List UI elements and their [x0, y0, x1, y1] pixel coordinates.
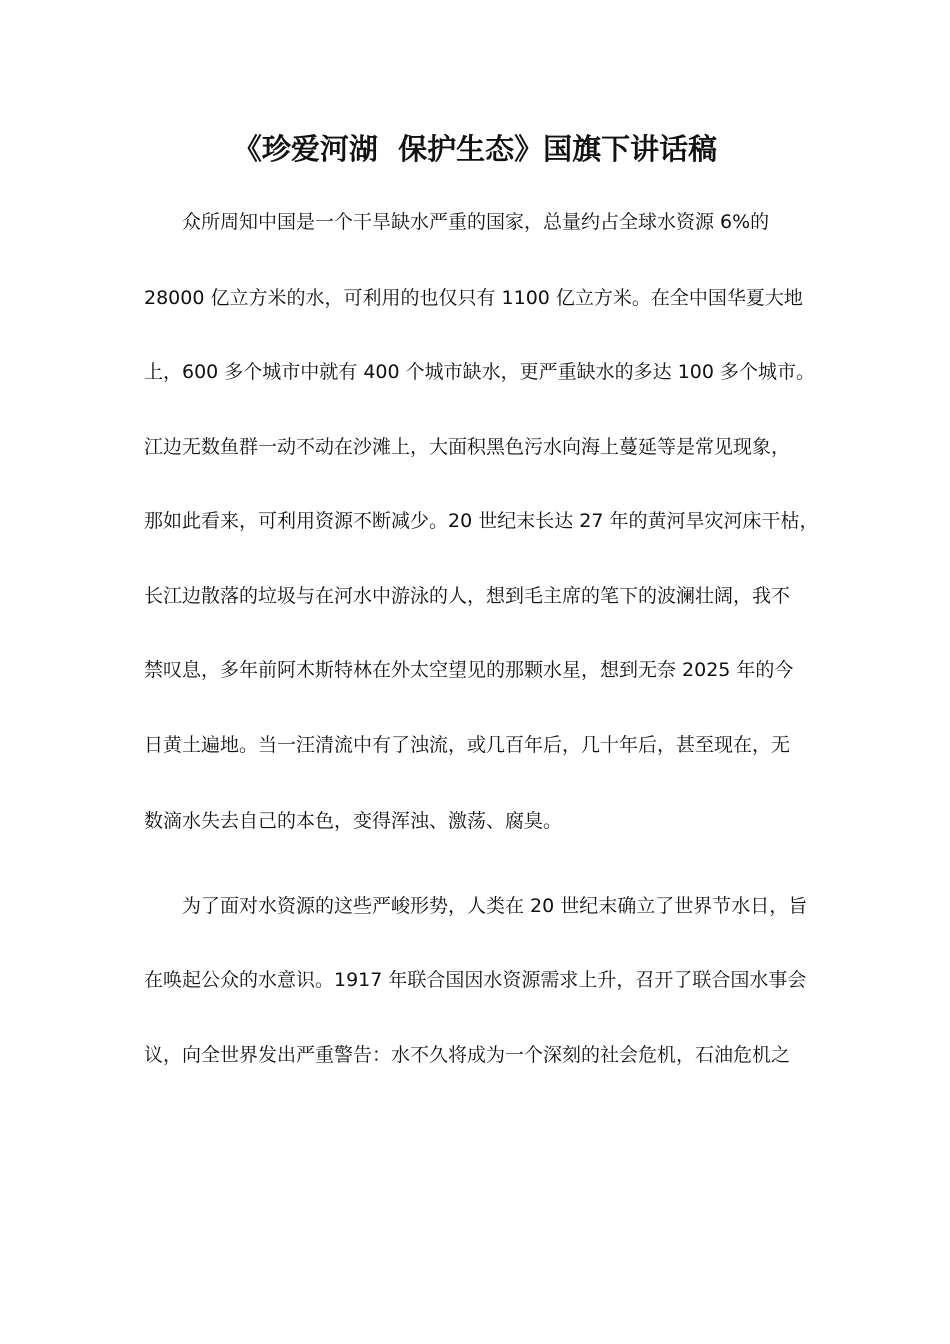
paragraph-line: 28000 亿立方米的水，可利用的也仅只有 1100 亿立方米。在全中国华夏大地: [144, 287, 803, 309]
paragraph-line: 日黄土遍地。当一汪清流中有了浊流，或几百年后，几十年后，甚至现在，无: [144, 734, 791, 756]
paragraph-line: 长江边散落的垃圾与在河水中游泳的人，想到毛主席的笔下的波澜壮阔，我不: [144, 585, 791, 607]
paragraph-line: 禁叹息，多年前阿木斯特林在外太空望见的那颗水星，想到无奈 2025 年的今: [144, 659, 794, 681]
paragraph-line: 那如此看来，可利用资源不断减少。20 世纪末长达 27 年的黄河旱灾河床干枯，: [144, 510, 819, 532]
paragraph-line: 上，600 多个城市中就有 400 个城市缺水，更严重缺水的多达 100 多个城市。: [144, 361, 815, 383]
paragraph-line: 议，向全世界发出严重警告：水不久将成为一个深刻的社会危机，石油危机之: [144, 1044, 791, 1066]
paragraph-line: 江边无数鱼群一动不动在沙滩上，大面积黑色污水向海上蔓延等是常见现象，: [144, 436, 791, 458]
paragraph-line: 在唤起公众的水意识。1917 年联合国因水资源需求上升，召开了联合国水事会: [144, 969, 807, 991]
paragraph-line: 数滴水失去自己的本色，变得浑浊、激荡、腐臭。: [144, 810, 563, 832]
document-title: 《珍爱河湖 保护生态》国旗下讲话稿: [232, 132, 718, 166]
paragraph-line: 为了面对水资源的这些严峻形势，人类在 20 世纪末确立了世界节水日，旨: [182, 895, 808, 917]
paragraph-line: 众所周知中国是一个干旱缺水严重的国家，总量约占全球水资源 6%的: [182, 211, 770, 233]
